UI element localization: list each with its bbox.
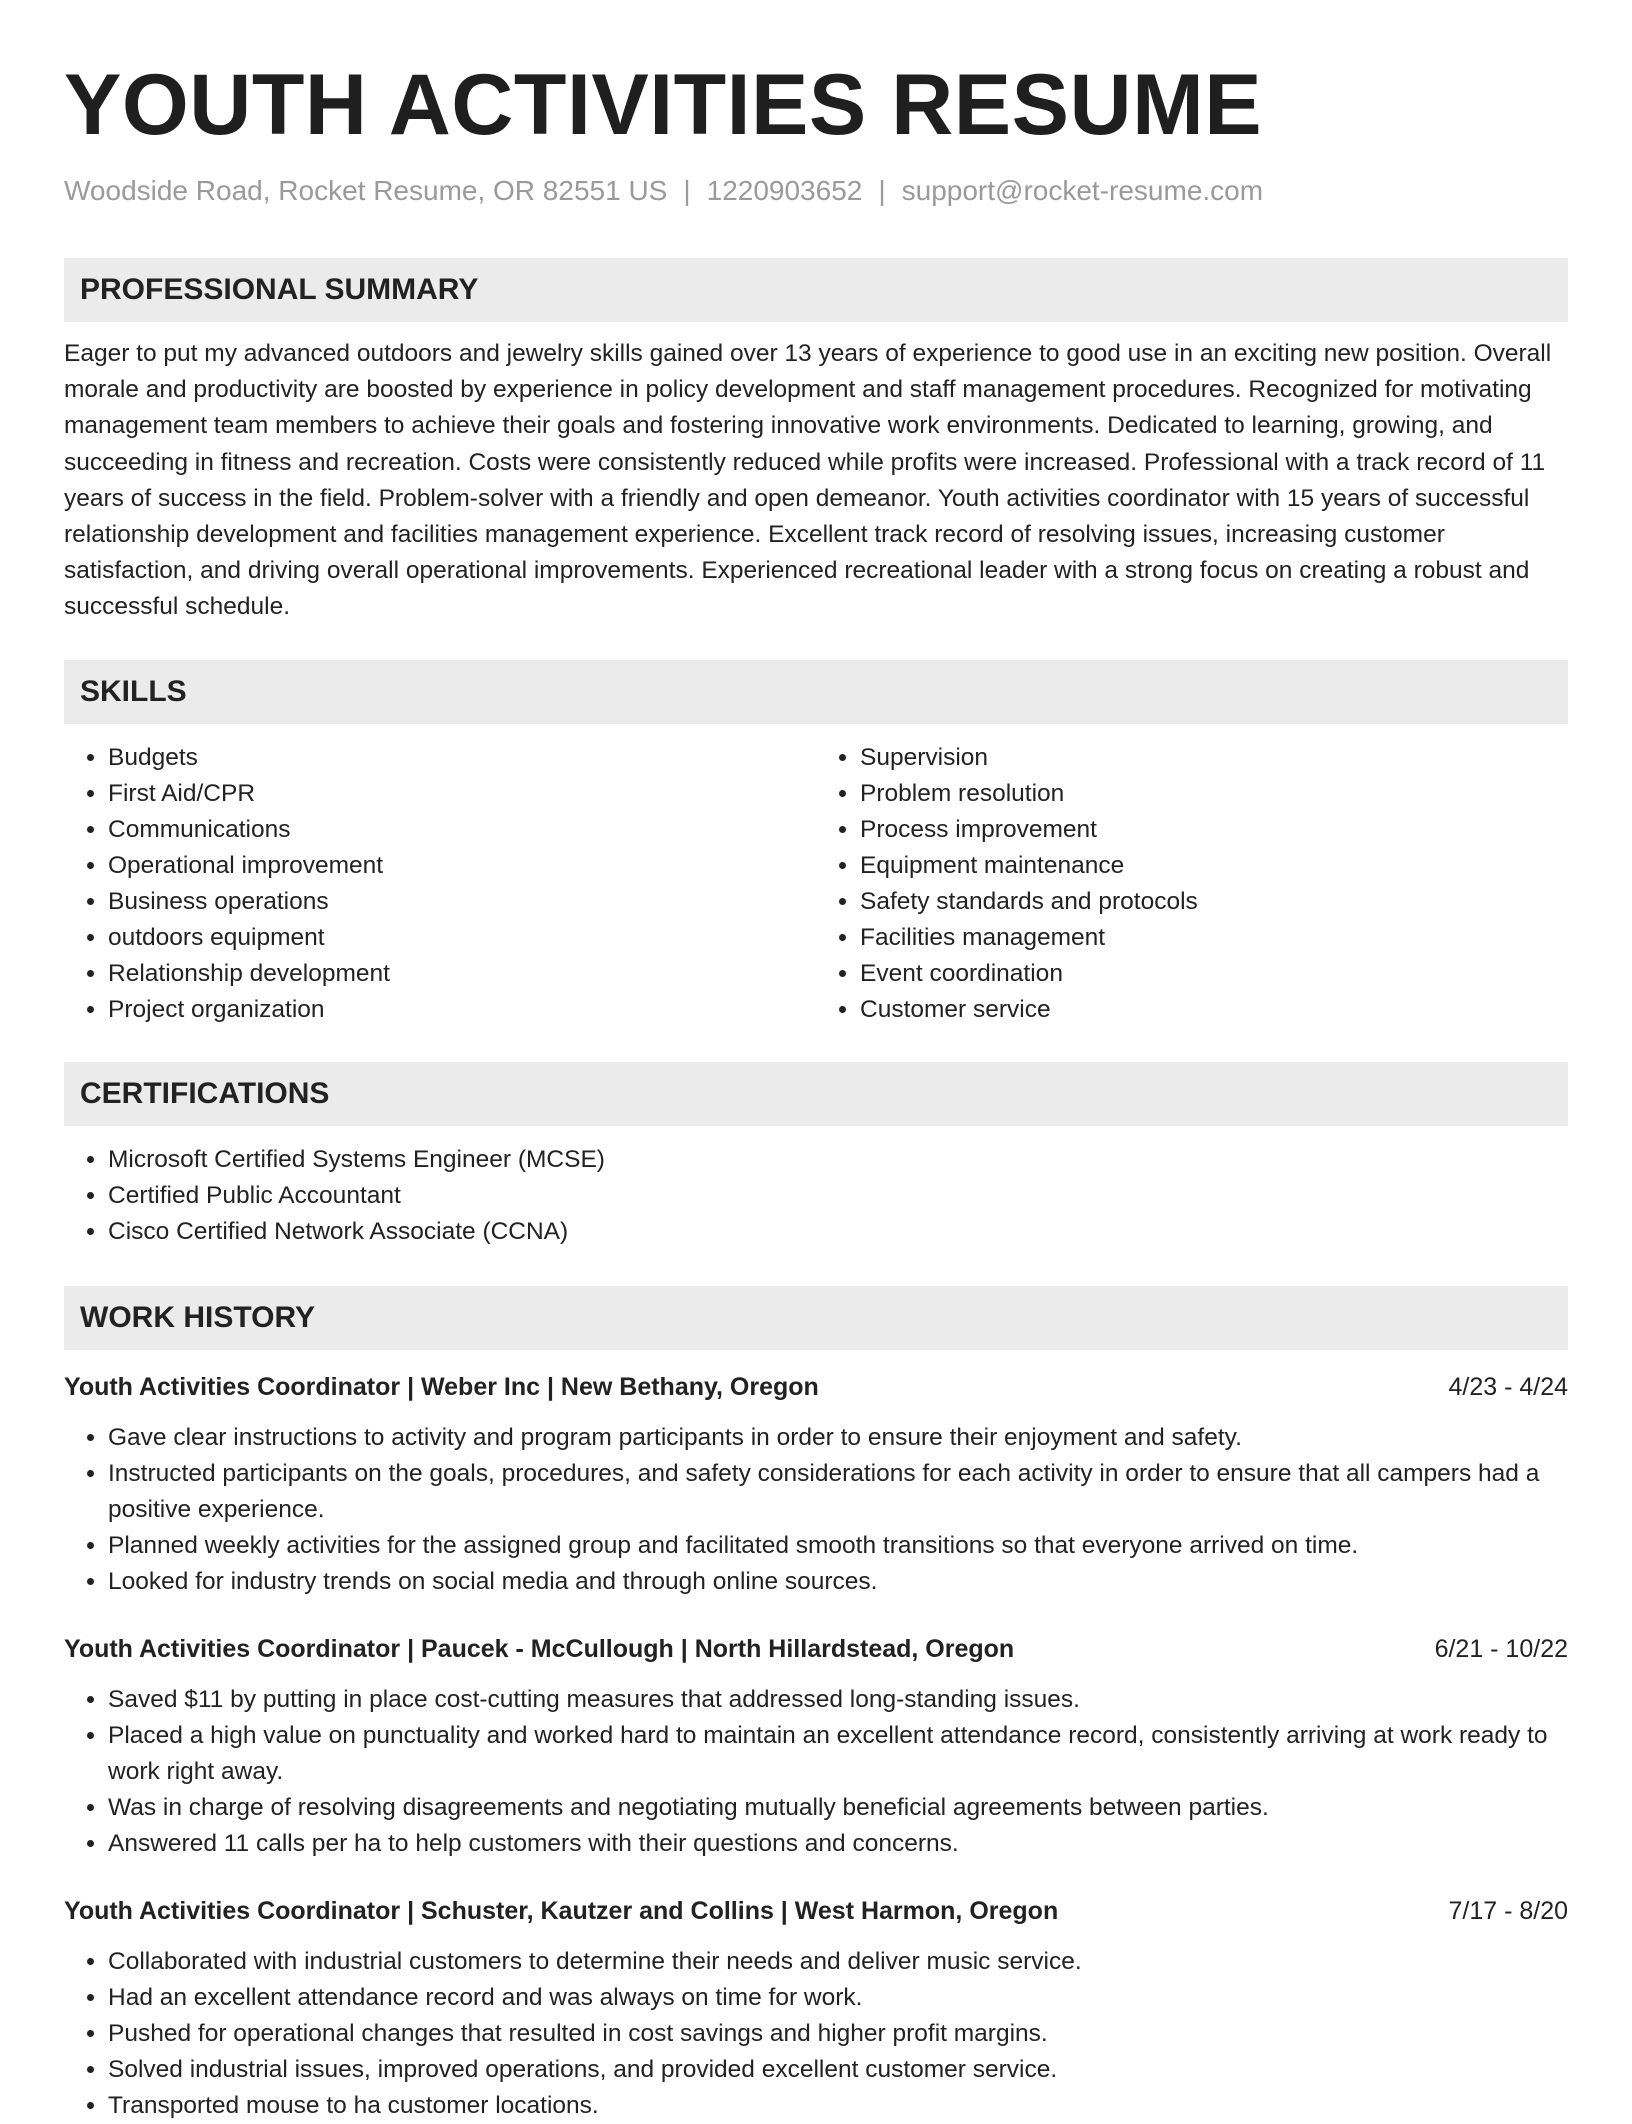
skill-item: • Budgets bbox=[108, 740, 816, 776]
job-entry bbox=[64, 1894, 1568, 2124]
work-history-section-header: WORK HISTORY bbox=[64, 1286, 1568, 1350]
job-header bbox=[64, 1894, 1568, 1928]
job-bullet: • Collaborated with industrial customers to determine their needs and deliver music service. bbox=[108, 1944, 1568, 1980]
job-bullet: • Looked for industry trends on social media and through online sources. bbox=[108, 1564, 1568, 1600]
skill-item: • Relationship development bbox=[108, 956, 816, 992]
summary-section-header: PROFESSIONAL SUMMARY bbox=[64, 258, 1568, 322]
skill-item: • Business operations bbox=[108, 884, 816, 920]
skills-list-left bbox=[64, 740, 816, 1028]
job-bullet: • Pushed for operational changes that resulted in cost savings and higher profit margins. bbox=[108, 2016, 1568, 2052]
certifications-section-header: CERTIFICATIONS bbox=[64, 1062, 1568, 1126]
job-bullet: • Answered 11 calls per ha to help customers with their questions and concerns. bbox=[108, 1826, 1568, 1862]
skill-item: • outdoors equipment bbox=[108, 920, 816, 956]
skills-grid bbox=[64, 740, 1568, 1028]
skill-item: • Process improvement bbox=[860, 812, 1568, 848]
contact-email: support@rocket-resume.com bbox=[901, 175, 1264, 206]
job-entry bbox=[64, 1370, 1568, 1600]
job-bullet: • Saved $11 by putting in place cost-cutting measures that addressed long-standing issues. bbox=[108, 1682, 1568, 1718]
job-bullet: • Transported mouse to ha customer locations. bbox=[108, 2088, 1568, 2124]
skill-item: • Problem resolution bbox=[860, 776, 1568, 812]
certification-item: • Microsoft Certified Systems Engineer (MCSE) bbox=[108, 1142, 1568, 1178]
certification-item: • Certified Public Accountant bbox=[108, 1178, 1568, 1214]
skill-item: • Customer service bbox=[860, 992, 1568, 1028]
contact-address: Woodside Road, Rocket Resume, OR 82551 US bbox=[64, 175, 668, 206]
job-bullet: • Was in charge of resolving disagreements and negotiating mutually beneficial agreements between parties. bbox=[108, 1790, 1568, 1826]
job-title: Youth Activities Coordinator | Paucek - McCullough | North Hillardstead, Oregon bbox=[64, 1634, 1015, 1663]
skill-item: • Operational improvement bbox=[108, 848, 816, 884]
job-header bbox=[64, 1370, 1568, 1404]
job-bullet: • Gave clear instructions to activity and program participants in order to ensure their enjoyment and safety. bbox=[108, 1420, 1568, 1456]
job-bullets bbox=[64, 1682, 1568, 1862]
contact-separator: | bbox=[683, 175, 691, 206]
skill-item: • Supervision bbox=[860, 740, 1568, 776]
job-title: Youth Activities Coordinator | Schuster, Kautzer and Collins | West Harmon, Oregon bbox=[64, 1896, 1059, 1925]
job-bullets bbox=[64, 1420, 1568, 1600]
job-bullet: • Planned weekly activities for the assigned group and facilitated smooth transitions so that everyone arrived on time. bbox=[108, 1528, 1568, 1564]
resume-page bbox=[64, 0, 1568, 2124]
contact-line bbox=[64, 174, 1568, 208]
job-bullet: • Placed a high value on punctuality and worked hard to maintain an excellent attendance record, consistently arriving at work ready to work right away. bbox=[108, 1718, 1568, 1790]
job-header bbox=[64, 1632, 1568, 1666]
resume-title: YOUTH ACTIVITIES RESUME bbox=[64, 57, 1263, 153]
certification-item: • Cisco Certified Network Associate (CCNA) bbox=[108, 1214, 1568, 1250]
job-title: Youth Activities Coordinator | Weber Inc | New Bethany, Oregon bbox=[64, 1372, 819, 1401]
skill-item: • Equipment maintenance bbox=[860, 848, 1568, 884]
certifications-list bbox=[64, 1142, 1568, 1250]
skill-item: • Event coordination bbox=[860, 956, 1568, 992]
skill-item: • Project organization bbox=[108, 992, 816, 1028]
job-dates: 4/23 - 4/24 bbox=[1448, 1372, 1568, 1401]
job-dates: 6/21 - 10/22 bbox=[1434, 1634, 1568, 1663]
job-bullet: • Had an excellent attendance record and was always on time for work. bbox=[108, 1980, 1568, 2016]
job-bullets bbox=[64, 1944, 1568, 2124]
skill-item: • Communications bbox=[108, 812, 816, 848]
summary-text: Eager to put my advanced outdoors and jewelry skills gained over 13 years of experience to good use in an exciting new position. Overall morale and productivity are boosted by experience in policy development and staff management procedures. Recognized for motivating management team members to achieve their goals and fostering innovative work environments. Dedicated to learning, growing, and succeeding in fitness and recreation. Costs were consistently reduced while profits were increased. Professional with a track record of 11 years of success in the field. Problem-solver with a friendly and open demeanor. Youth activities coordinator with 15 years of successful relationship development and facilities management experience. Excellent track record of resolving issues, increasing customer satisfaction, and driving overall operational improvements. Experienced recreational leader with a strong focus on creating a robust and successful schedule. bbox=[64, 340, 1552, 621]
job-bullet: • Solved industrial issues, improved operations, and provided excellent customer service. bbox=[108, 2052, 1568, 2088]
job-bullet: • Instructed participants on the goals, procedures, and safety considerations for each activity in order to ensure that all campers had a positive experience. bbox=[108, 1456, 1568, 1528]
skills-section-header: SKILLS bbox=[64, 660, 1568, 724]
job-dates: 7/17 - 8/20 bbox=[1448, 1896, 1568, 1925]
job-entry bbox=[64, 1632, 1568, 1862]
skill-item: • First Aid/CPR bbox=[108, 776, 816, 812]
skill-item: • Facilities management bbox=[860, 920, 1568, 956]
skills-list-right bbox=[816, 740, 1568, 1028]
skill-item: • Safety standards and protocols bbox=[860, 884, 1568, 920]
contact-separator: | bbox=[878, 175, 886, 206]
contact-phone: 1220903652 bbox=[706, 175, 863, 206]
